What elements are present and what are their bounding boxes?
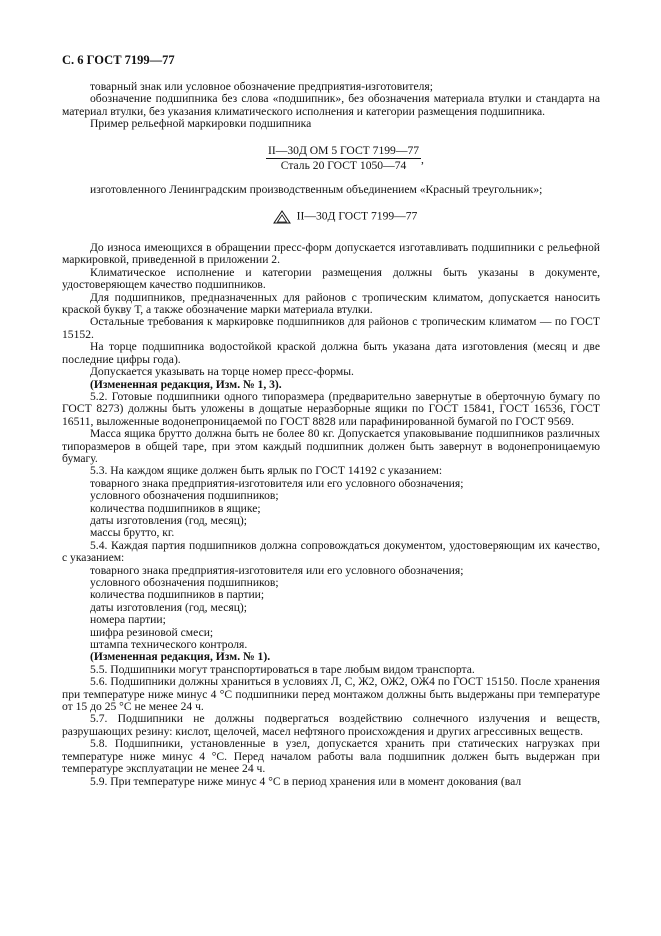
paragraph: 5.5. Подшипники могут транспортироваться в таре любым видом транспорта. (90, 662, 475, 676)
paragraph: Остальные требования к маркировке подшипников для районов с тропическим климатом — по ГОСТ 15152. (62, 315, 600, 341)
list-item: даты изготовления (год, месяц); (90, 513, 248, 527)
paragraph: 5.2. Готовые подшипники одного типоразмера (предварительно завернутые в оберточную бумагу по ГОСТ 8273) должны быть уложены в дощатые неразборные ящики по ГОСТ 15841, ГОСТ 16536, ГОСТ 16511, выложенные водонепроницаемой по ГОСТ 8828 или парафинированной бумагой по ГОСТ 9569. (62, 389, 600, 428)
page-header: С. 6 ГОСТ 7199—77 (62, 53, 175, 67)
paragraph: изготовленного Ленинградским производственным объединением «Красный треугольник»; (90, 182, 543, 196)
list-item: количества подшипников в партии; (90, 588, 265, 602)
paragraph: На торце подшипника водостойкой краской должна быть указана дата изготовления (месяц и две последние цифры года). (62, 340, 600, 366)
list-item: условного обозначения подшипников; (90, 489, 279, 503)
triangle-marking-example (90, 210, 600, 224)
paragraph: 5.9. При температуре ниже минус 4 °С в период хранения или в момент докования (вал (90, 774, 522, 788)
paragraph: Масса ящика брутто должна быть не более 80 кг. Допускается упаковывание подшипников различных типоразмеров в общей таре, при этом каждый подшипник должен быть завернут в водонепроницаемую бумагу. (62, 427, 600, 465)
paragraph: обозначение подшипника без слова «подшипник», без обозначения материала втулки и стандарта на материал втулки, без указания климатического исполнения и категории размещения подшипника. (62, 92, 600, 118)
list-item: массы брутто, кг. (90, 526, 175, 540)
list-item: номера партии; (90, 613, 166, 627)
edition-note: (Измененная редакция, Изм. № 1, 3). (90, 377, 282, 391)
marking-fraction (266, 145, 421, 172)
red-triangle-logo-icon (273, 210, 291, 224)
paragraph: 5.6. Подшипники должны храниться в условиях Л, С, Ж2, ОЖ2, ОЖ4 по ГОСТ 15150. После хранения при температуре ниже минус 4 °С подшипники перед монтажом должны быть выдержаны при температуре от 15 до 25 °С не менее 24 ч. (62, 675, 600, 714)
triangle-marking-text: II—30Д ГОСТ 7199—77 (296, 209, 418, 223)
list-item: штампа технического контроля. (90, 638, 248, 652)
list-item: условного обозначения подшипников; (90, 576, 279, 589)
paragraph: До износа имеющихся в обращении пресс-форм допускается изготавливать подшипники с рельефной маркировкой, приведенной в приложении 2. (62, 241, 600, 267)
edition-note: (Измененная редакция, Изм. № 1). (90, 650, 271, 664)
paragraph: 5.7. Подшипники не должны подвергаться воздействию солнечного излучения и веществ, разрушающих резину: кислот, щелочей, масел нефтяного происхождения и других агрессивных веществ. (62, 712, 600, 738)
marking-denominator: Сталь 20 ГОСТ 1050—74 (280, 158, 407, 172)
relief-marking-example (90, 145, 600, 172)
list-item: товарного знака предприятия-изготовителя или его условного обозначения; (90, 563, 464, 577)
list-item: шифра резиновой смеси; (90, 625, 214, 639)
paragraph: Допускается указывать на торце номер пресс-формы. (90, 365, 354, 379)
marking-numerator: II—30Д ОМ 5 ГОСТ 7199—77 (268, 143, 420, 157)
marking-comma: , (421, 152, 424, 166)
paragraph: Для подшипников, предназначенных для районов с тропическим климатом, допускается наносить краской букву Т, а также обозначение марки материала втулки. (62, 290, 600, 317)
paragraph: товарный знак или условное обозначение предприятия-изготовителя; (90, 80, 433, 93)
paragraph: Пример рельефной маркировки подшипника (90, 117, 312, 131)
paragraph: Климатическое исполнение и категории размещения должны быть указаны в документе, удостоверяющем качество подшипников. (62, 265, 600, 292)
paragraph: 5.3. На каждом ящике должен быть ярлык по ГОСТ 14192 с указанием: (90, 464, 443, 478)
list-item: количества подшипников в ящике; (90, 501, 261, 515)
paragraph: 5.8. Подшипники, установленные в узел, допускается хранить при статических нагрузках при температуре ниже минус 4 °С. Перед началом работы вала подшипник должен быть выдержан при температуре эксплуатации не менее 24 ч. (62, 737, 600, 776)
list-item: товарного знака предприятия-изготовителя или его условного обозначения; (90, 476, 464, 490)
list-item: даты изготовления (год, месяц); (90, 600, 248, 614)
paragraph: 5.4. Каждая партия подшипников должна сопровождаться документом, удостоверяющим их качество, с указанием: (62, 538, 600, 565)
document-body (62, 80, 600, 788)
